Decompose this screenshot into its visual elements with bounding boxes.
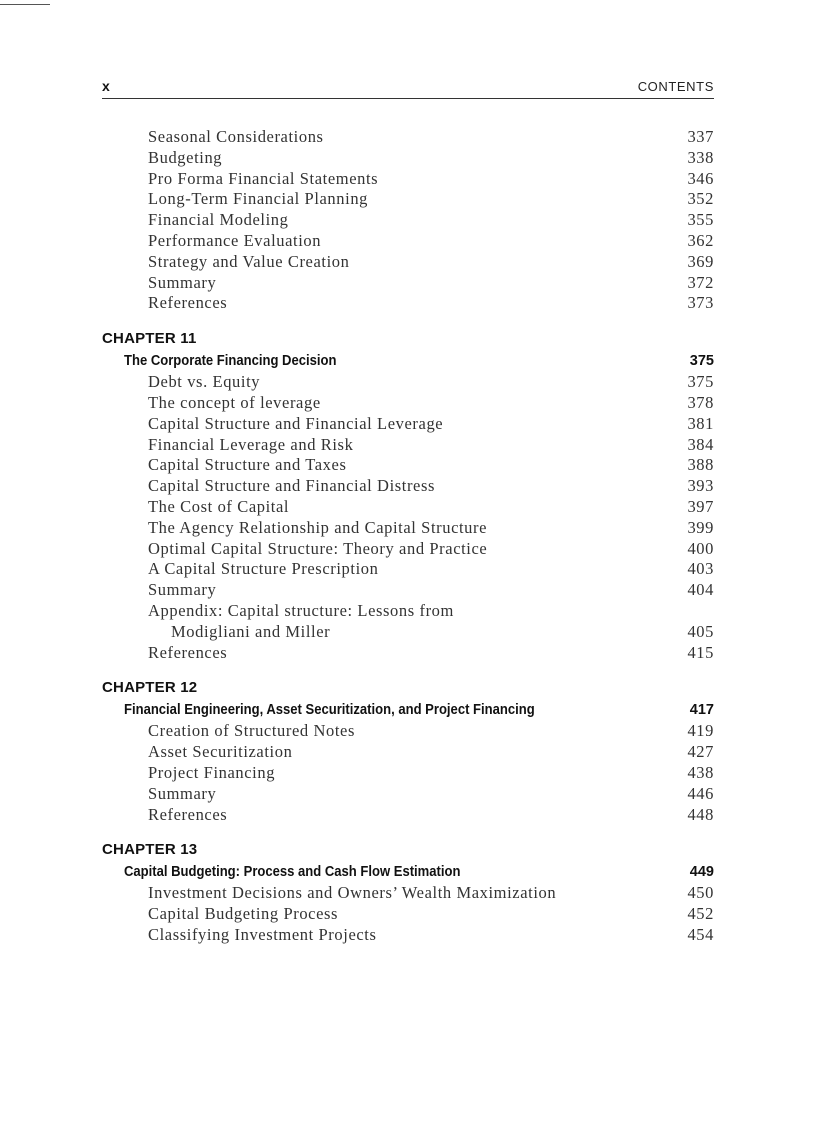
- toc-entry[interactable]: [102, 293, 714, 314]
- toc-entry-page: 454: [687, 924, 714, 944]
- toc-entry-page: 352: [687, 189, 714, 209]
- toc-entry-page: 438: [687, 762, 714, 782]
- toc-entry[interactable]: [102, 455, 714, 476]
- toc-entry-title: Financial Modeling: [148, 210, 289, 230]
- toc-entry-title: Seasonal Considerations: [148, 127, 324, 146]
- toc-entry-page: 369: [687, 251, 714, 271]
- toc-entry-page: 355: [687, 210, 714, 230]
- toc-entry[interactable]: [102, 414, 714, 435]
- toc-entry-title: A Capital Structure Prescription: [148, 559, 379, 579]
- toc-entry[interactable]: [102, 721, 714, 742]
- toc-entry-title: Summary: [148, 580, 217, 600]
- chapter-label: CHAPTER 11: [102, 330, 197, 348]
- toc-entry-title: Financial Leverage and Risk: [148, 434, 354, 454]
- toc-entry-title: Capital Structure and Financial Distress: [148, 476, 436, 496]
- toc-entry-title: Debt vs. Equity: [148, 372, 261, 392]
- toc-entry-page: 450: [687, 883, 714, 903]
- toc-entry-page: 400: [687, 538, 714, 558]
- toc-entry-page: 388: [687, 455, 714, 475]
- chapter-label: CHAPTER 12: [102, 679, 198, 697]
- toc-entry-page: 338: [687, 147, 714, 167]
- running-header: [102, 78, 714, 99]
- toc-entry[interactable]: [102, 518, 714, 539]
- toc-entry-title: The concept of leverage: [148, 392, 321, 412]
- table-of-contents: [102, 127, 714, 946]
- toc-entry-page: 397: [687, 496, 714, 516]
- toc-entry[interactable]: [102, 622, 714, 643]
- toc-entry-title: The Cost of Capital: [148, 496, 290, 516]
- crop-mark: [0, 4, 50, 5]
- toc-entry-page: 393: [687, 476, 714, 496]
- toc-entry[interactable]: [102, 580, 714, 601]
- toc-entry[interactable]: [102, 435, 714, 456]
- toc-entry[interactable]: [102, 559, 714, 580]
- toc-entry-page: 427: [687, 742, 714, 762]
- toc-entry[interactable]: [102, 393, 714, 414]
- toc-entry-page: 337: [687, 127, 714, 146]
- toc-entry[interactable]: [102, 742, 714, 763]
- toc-entry[interactable]: [102, 601, 714, 622]
- chapter-page: 417: [689, 702, 714, 719]
- toc-entry-title: References: [148, 293, 228, 313]
- toc-entry-page: 346: [687, 168, 714, 188]
- toc-entry-page: 446: [687, 783, 714, 803]
- chapter-title-row[interactable]: [102, 699, 714, 721]
- toc-entry-title: Summary: [148, 272, 217, 292]
- toc-entry-title: References: [148, 804, 228, 824]
- page-number-roman: x: [102, 78, 110, 94]
- toc-entry-title: Strategy and Value Creation: [148, 251, 350, 271]
- chapter-section: [102, 677, 714, 825]
- toc-entry[interactable]: [102, 643, 714, 664]
- toc-entry-page: 404: [687, 580, 714, 600]
- toc-entry[interactable]: [102, 805, 714, 826]
- toc-entry-title: Capital Structure and Financial Leverage: [148, 413, 444, 433]
- toc-entry-title: Appendix: Capital structure: Lessons from: [148, 600, 454, 620]
- chapter-title: The Corporate Financing Decision: [124, 353, 337, 370]
- toc-entry-title: Capital Structure and Taxes: [148, 455, 347, 475]
- toc-entry-title: Creation of Structured Notes: [148, 721, 355, 741]
- toc-entry[interactable]: [102, 273, 714, 294]
- toc-entry[interactable]: [102, 231, 714, 252]
- toc-entry-page: 405: [687, 621, 714, 641]
- toc-entry-title: Modigliani and Miller: [171, 621, 331, 641]
- toc-entry-page: 452: [687, 904, 714, 924]
- toc-entry-page: 384: [687, 434, 714, 454]
- toc-entry[interactable]: [102, 252, 714, 273]
- toc-entry-title: Investment Decisions and Owners’ Wealth Maximization: [148, 883, 557, 903]
- toc-entry-page: 362: [687, 230, 714, 250]
- toc-entry-page: 448: [687, 804, 714, 824]
- section-heading: CONTENTS: [637, 79, 714, 94]
- chapter-page: 449: [689, 864, 714, 881]
- toc-entry[interactable]: [102, 210, 714, 231]
- chapter-page: 375: [689, 353, 714, 370]
- toc-entry-title: Pro Forma Financial Statements: [148, 168, 379, 188]
- toc-entry-page: 415: [687, 642, 714, 662]
- toc-entry-title: The Agency Relationship and Capital Structure: [148, 517, 488, 537]
- toc-entry-title: Long-Term Financial Planning: [148, 189, 369, 209]
- toc-entry[interactable]: [102, 148, 714, 169]
- toc-entry[interactable]: [102, 189, 714, 210]
- toc-entry[interactable]: [102, 539, 714, 560]
- toc-entry-page: 378: [687, 392, 714, 412]
- chapter-title-row[interactable]: [102, 350, 714, 372]
- chapter-section: [102, 839, 714, 945]
- toc-entry-title: Asset Securitization: [148, 742, 293, 762]
- toc-entry[interactable]: [102, 476, 714, 497]
- toc-entry[interactable]: [102, 127, 714, 148]
- toc-entry[interactable]: [102, 904, 714, 925]
- toc-entry-title: Summary: [148, 783, 217, 803]
- toc-entry-page: 372: [687, 272, 714, 292]
- toc-entry[interactable]: [102, 925, 714, 946]
- toc-entry[interactable]: [102, 372, 714, 393]
- chapter-title-row[interactable]: [102, 861, 714, 883]
- toc-entry-page: 403: [687, 559, 714, 579]
- toc-entry-page: 375: [687, 372, 714, 392]
- toc-entry-page: 399: [687, 517, 714, 537]
- toc-entry-title: Optimal Capital Structure: Theory and Practice: [148, 538, 488, 558]
- chapter-title: Financial Engineering, Asset Securitization, and Project Financing: [124, 702, 535, 719]
- chapter-section: [102, 328, 714, 663]
- toc-entry[interactable]: [102, 497, 714, 518]
- toc-entry-page: 419: [687, 721, 714, 741]
- toc-entry-page: 381: [687, 413, 714, 433]
- toc-entry-title: Classifying Investment Projects: [148, 924, 377, 944]
- toc-entry[interactable]: [102, 169, 714, 190]
- toc-entry-title: Capital Budgeting Process: [148, 904, 339, 924]
- toc-entry-title: References: [148, 642, 228, 662]
- toc-entry-title: Budgeting: [148, 147, 223, 167]
- chapter-title: Capital Budgeting: Process and Cash Flow Estimation: [124, 864, 461, 881]
- toc-entry[interactable]: [102, 883, 714, 904]
- toc-entry-page: 373: [687, 293, 714, 313]
- chapter-label: CHAPTER 13: [102, 841, 198, 859]
- toc-entry-title: Project Financing: [148, 762, 276, 782]
- toc-entry[interactable]: [102, 784, 714, 805]
- toc-entry[interactable]: [102, 763, 714, 784]
- toc-entry-title: Performance Evaluation: [148, 230, 322, 250]
